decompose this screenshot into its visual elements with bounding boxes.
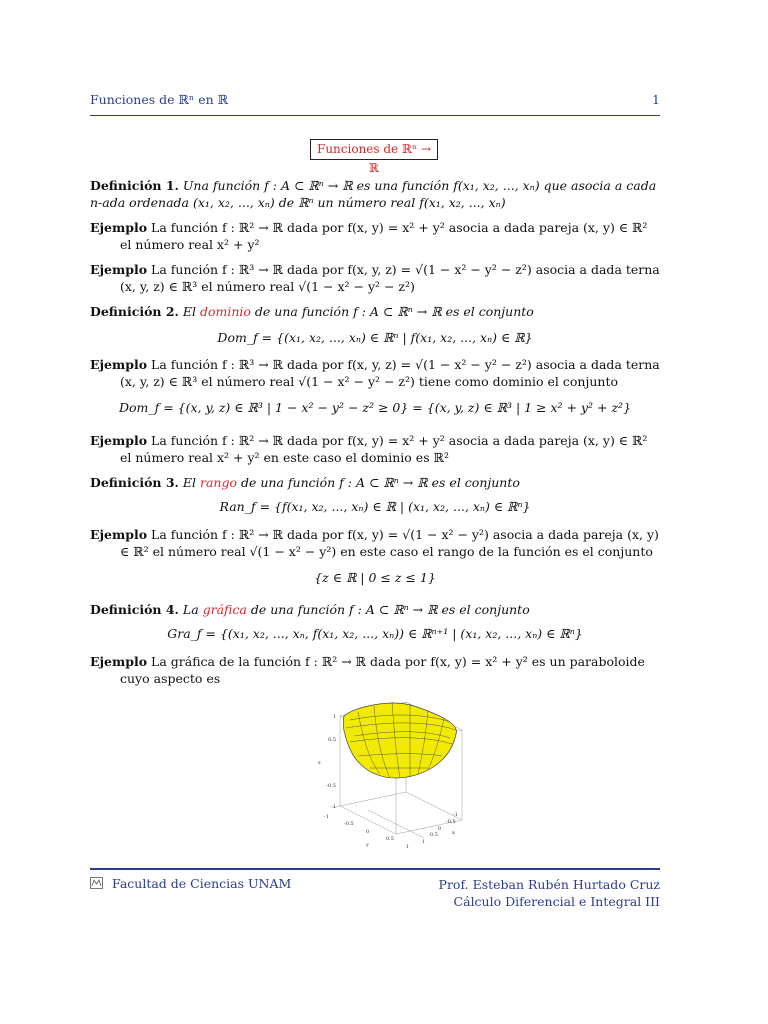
definition-3 bbox=[90, 475, 660, 492]
z-tick-0.5: 0.5 bbox=[328, 737, 336, 743]
example-1-text: La función f : ℝ² → ℝ dada por f(x, y) = x² + y² asocia a dada pareja (x, y) ∈ ℝ² el número real x² + y² bbox=[120, 220, 648, 252]
example-5 bbox=[90, 527, 660, 560]
y-axis-label: x bbox=[452, 830, 455, 836]
example-3 bbox=[90, 357, 660, 390]
x-tick-0: 0 bbox=[366, 829, 370, 835]
definition-3-term: rango bbox=[200, 475, 238, 490]
definition-2-term: dominio bbox=[200, 304, 251, 319]
y-tick-1: 1 bbox=[422, 839, 426, 845]
x-tick-neg-1: -1 bbox=[324, 814, 329, 820]
example-2 bbox=[90, 262, 660, 295]
definition-4 bbox=[90, 602, 660, 619]
definition-3-formula: Ran_f = {f(x₁, x₂, ..., xₙ) ∈ ℝ | (x₁, x₂, ..., xₙ) ∈ ℝⁿ} bbox=[219, 499, 531, 514]
definition-4-post: de una función f : A ⊂ ℝⁿ → ℝ es el conjunto bbox=[246, 602, 530, 617]
z-tick-neg-0.5: -0.5 bbox=[326, 783, 336, 789]
page-number: 1 bbox=[652, 92, 660, 107]
definition-2-label: Definición 2. bbox=[90, 304, 179, 319]
y-tick-neg-1: -1 bbox=[453, 812, 458, 818]
definition-4-label: Definición 4. bbox=[90, 602, 179, 617]
y-tick-0: 0 bbox=[438, 826, 442, 832]
example-3-text: La función f : ℝ³ → ℝ dada por f(x, y, z) = √(1 − x² − y² − z²) asocia a dada terna (x, y, z) ∈ ℝ³ el número real √(1 − x² − y² − z²) tiene como dominio el conjunto bbox=[120, 357, 660, 389]
footer-author: Prof. Esteban Rubén Hurtado Cruz bbox=[438, 877, 660, 892]
y-tick-0.5: 0.5 bbox=[430, 832, 438, 838]
unam-logo-icon bbox=[90, 877, 103, 889]
example-6 bbox=[90, 654, 660, 687]
footer-author-block bbox=[439, 876, 660, 910]
definition-2 bbox=[90, 304, 660, 321]
z-tick-1: 1 bbox=[332, 714, 336, 720]
z-tick-neg-1: -1 bbox=[331, 804, 336, 810]
example-1 bbox=[90, 220, 660, 253]
example-1-label: Ejemplo bbox=[90, 220, 148, 235]
example-5-formula: {z ∈ ℝ | 0 ≤ z ≤ 1} bbox=[314, 570, 436, 585]
x-tick-neg-0.5: -0.5 bbox=[344, 821, 354, 827]
definition-1 bbox=[90, 178, 660, 211]
definition-2-formula: Dom_f = {(x₁, x₂, ..., xₙ) ∈ ℝⁿ | f(x₁, x₂, ..., xₙ) ∈ ℝ} bbox=[217, 330, 533, 345]
example-3-label: Ejemplo bbox=[90, 357, 148, 372]
definition-3-label: Definición 3. bbox=[90, 475, 179, 490]
section-title: Funciones de ℝⁿ → ℝ bbox=[310, 139, 438, 160]
running-header bbox=[90, 92, 660, 107]
x-axis-label: y bbox=[366, 842, 369, 848]
definition-2-post: de una función f : A ⊂ ℝⁿ → ℝ es el conjunto bbox=[250, 304, 534, 319]
example-6-text: La gráfica de la función f : ℝ² → ℝ dada por f(x, y) = x² + y² es un paraboloide cuyo aspecto es bbox=[120, 654, 645, 686]
definition-1-text: Una función f : A ⊂ ℝⁿ → ℝ es una función f(x₁, x₂, ..., xₙ) que asocia a cada n-ada ordenada (x₁, x₂, ..., xₙ) de ℝⁿ un número real f(x₁, x₂, ..., xₙ) bbox=[90, 178, 657, 210]
definition-2-pre: El bbox=[182, 304, 200, 319]
example-2-label: Ejemplo bbox=[90, 262, 148, 277]
y-tick-neg-0.5: -0.5 bbox=[446, 819, 456, 825]
definition-4-formula: Gra_f = {(x₁, x₂, ..., xₙ, f(x₁, x₂, ..., xₙ)) ∈ ℝⁿ⁺¹ | (x₁, x₂, ..., xₙ) ∈ ℝⁿ} bbox=[167, 626, 583, 641]
definition-4-term: gráfica bbox=[202, 602, 247, 617]
example-6-label: Ejemplo bbox=[90, 654, 148, 669]
example-5-label: Ejemplo bbox=[90, 527, 148, 542]
header-title: Funciones de ℝⁿ en ℝ bbox=[90, 92, 229, 107]
example-3-formula: Dom_f = {(x, y, z) ∈ ℝ³ | 1 − x² − y² − z² ≥ 0} = {(x, y, z) ∈ ℝ³ | 1 ≥ x² + y² + z²} bbox=[118, 400, 632, 415]
x-tick-0.5: 0.5 bbox=[386, 836, 394, 842]
example-4-label: Ejemplo bbox=[90, 433, 148, 448]
definition-4-pre: La bbox=[182, 602, 203, 617]
header-rule bbox=[90, 115, 660, 116]
example-5-text: La función f : ℝ² → ℝ dada por f(x, y) = √(1 − x² − y²) asocia a dada pareja (x, y) ∈ ℝ² el número real √(1 − x² − y²) en este caso el rango de la función es el conjunto bbox=[120, 527, 659, 559]
example-2-text: La función f : ℝ³ → ℝ dada por f(x, y, z) = √(1 − x² − y² − z²) asocia a dada terna (x, y, z) ∈ ℝ³ el número real √(1 − x² − y² − z²) bbox=[120, 262, 660, 294]
paraboloid-surface bbox=[343, 702, 456, 778]
footer-faculty: Facultad de Ciencias UNAM bbox=[112, 876, 292, 891]
definition-1-label: Definición 1. bbox=[90, 178, 179, 193]
footer-course: Cálculo Diferencial e Integral III bbox=[453, 894, 660, 909]
footer-rule bbox=[90, 868, 660, 870]
example-4-text: La función f : ℝ² → ℝ dada por f(x, y) = x² + y² asocia a dada pareja (x, y) ∈ ℝ² el número real x² + y² en este caso el dominio es ℝ² bbox=[120, 433, 648, 465]
paraboloid-figure bbox=[310, 694, 470, 854]
example-4 bbox=[90, 433, 660, 466]
definition-3-post: de una función f : A ⊂ ℝⁿ → ℝ es el conjunto bbox=[237, 475, 520, 490]
definition-3-pre: El bbox=[182, 475, 200, 490]
x-tick-1: 1 bbox=[406, 844, 410, 850]
z-axis-label: z bbox=[318, 760, 321, 766]
